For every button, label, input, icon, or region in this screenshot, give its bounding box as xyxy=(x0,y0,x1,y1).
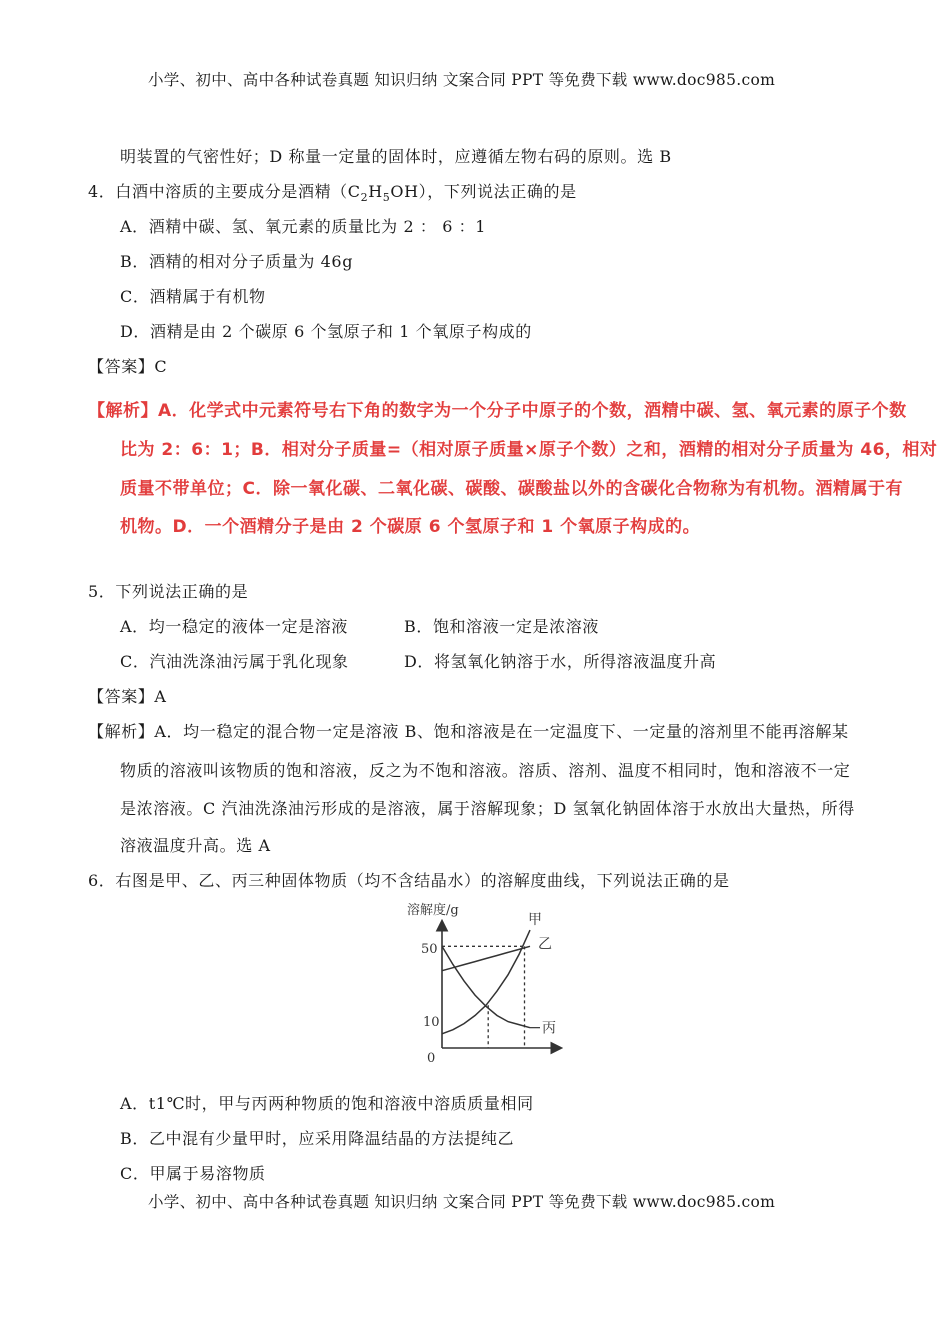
q6-option-b: B．乙中混有少量甲时，应采用降温结晶的方法提纯乙 xyxy=(120,1129,515,1148)
q5-option-c: C．汽油洗涤油污属于乳化现象 xyxy=(120,652,349,671)
q4-analysis-line-2: 比为 2：6：1；B．相对分子质量=（相对原子质量×原子个数）之和，酒精的相对分子质量为 46，相对 xyxy=(120,440,938,460)
q4-analysis-line-1: 【解析】A．化学式中元素符号右下角的数字为一个分子中原子的个数，酒精中碳、氢、氧元素的原子个数 xyxy=(88,401,907,421)
q5-analysis-line-1: 【解析】A．均一稳定的混合物一定是溶液 B、饱和溶液是在一定温度下、一定量的溶剂里不能再溶解某 xyxy=(88,722,849,741)
series-label-甲: 甲 xyxy=(528,912,542,929)
q4-option-b: B．酒精的相对分子质量为 46g xyxy=(120,252,354,271)
page-header: 小学、初中、高中各种试卷真题 知识归纳 文案合同 PPT 等免费下载 www.doc985.com xyxy=(148,71,776,89)
q4-option-c: C．酒精属于有机物 xyxy=(120,287,266,306)
q4-stem-post: OH），下列说法正确的是 xyxy=(390,182,577,201)
q5-option-d: D．将氢氧化钠溶于水，所得溶液温度升高 xyxy=(404,652,717,671)
series-label-乙: 乙 xyxy=(538,936,552,953)
q5-stem: 5．下列说法正确的是 xyxy=(88,582,249,601)
q4-stem xyxy=(88,182,577,205)
q6-option-a: A．t1℃时，甲与丙两种物质的饱和溶液中溶质质量相同 xyxy=(120,1094,534,1113)
q4-option-d: D．酒精是由 2 个碳原 6 个氢原子和 1 个氧原子构成的 xyxy=(120,322,532,341)
solubility-chart xyxy=(405,896,570,1064)
q4-answer: 【答案】C xyxy=(88,357,168,376)
curve-甲 xyxy=(442,930,530,1034)
q6-stem: 6．右图是甲、乙、丙三种固体物质（均不含结晶水）的溶解度曲线，下列说法正确的是 xyxy=(88,871,730,890)
page-footer: 小学、初中、高中各种试卷真题 知识归纳 文案合同 PPT 等免费下载 www.doc985.com xyxy=(148,1193,776,1211)
q5-analysis-line-2: 物质的溶液叫该物质的饱和溶液，反之为不饱和溶液。溶质、溶剂、温度不相同时，饱和溶液不一定 xyxy=(120,761,851,780)
q4-stem-mid: H xyxy=(368,182,383,201)
q6-option-c: C．甲属于易溶物质 xyxy=(120,1164,266,1183)
y-tick-50: 50 xyxy=(421,942,438,957)
origin-label: 0 xyxy=(427,1051,436,1064)
q4-analysis-line-4: 机物。D．一个酒精分子是由 2 个碳原 6 个氢原子和 1 个氧原子构成的。 xyxy=(120,517,701,537)
series-label-丙: 丙 xyxy=(542,1020,556,1037)
y-tick-10: 10 xyxy=(423,1015,440,1030)
q4-sub-1: 2 xyxy=(360,191,369,205)
q3-tail-line: 明装置的气密性好；D 称量一定量的固体时，应遵循左物右码的原则。选 B xyxy=(120,147,672,166)
q4-analysis-line-3: 质量不带单位；C．除一氧化碳、二氧化碳、碳酸、碳酸盐以外的含碳化合物称为有机物。酒精属于有 xyxy=(120,479,903,499)
q5-analysis-line-3: 是浓溶液。C 汽油洗涤油污形成的是溶液，属于溶解现象；D 氢氧化钠固体溶于水放出大量热，所得 xyxy=(120,799,855,818)
q4-sub-2: 5 xyxy=(382,191,391,205)
q4-stem-pre: 4．白酒中溶质的主要成分是酒精（C xyxy=(88,182,361,201)
q5-answer: 【答案】A xyxy=(88,687,167,706)
chart-ylabel: 溶解度/g xyxy=(407,903,459,918)
q4-option-a: A．酒精中碳、氢、氧元素的质量比为 2 ： 6 ：1 xyxy=(120,217,487,236)
q5-option-a: A．均一稳定的液体一定是溶液 xyxy=(120,617,348,636)
q5-option-b: B．饱和溶液一定是浓溶液 xyxy=(404,617,599,636)
q5-analysis-line-4: 溶液温度升高。选 A xyxy=(120,836,271,855)
